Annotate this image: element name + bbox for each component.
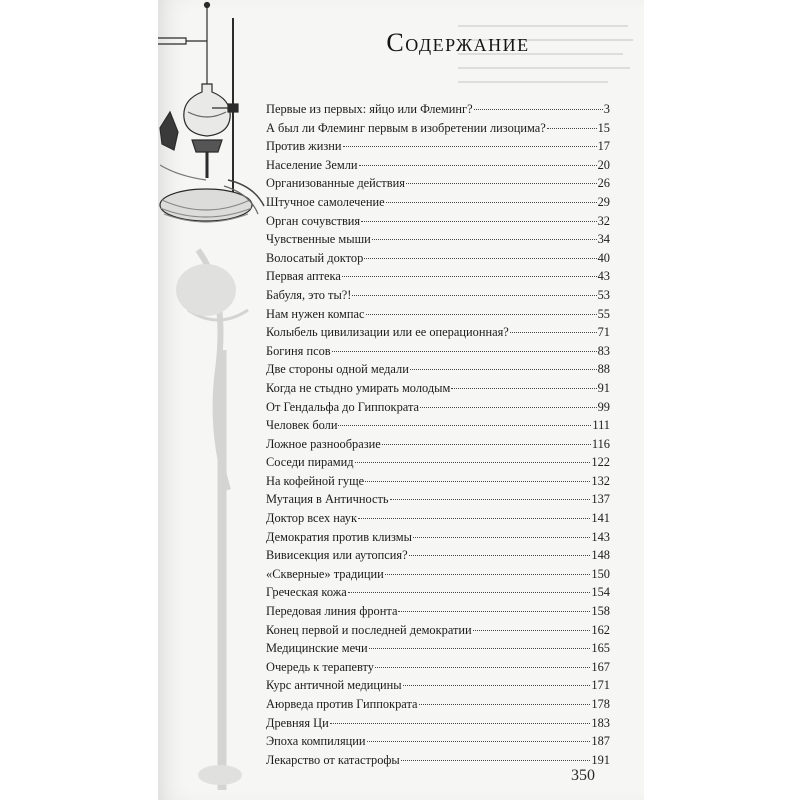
dot-leader	[367, 741, 591, 742]
dot-leader	[385, 574, 591, 575]
dot-leader	[358, 518, 590, 519]
toc-entry-page: 167	[591, 659, 610, 674]
toc-entry-title: Первые из первых: яйцо или Флеминг?	[266, 102, 473, 116]
toc-entry-page: 122	[591, 455, 610, 470]
toc-entry-title: Богиня псов	[266, 343, 331, 358]
dot-leader	[547, 128, 597, 129]
dot-leader	[451, 388, 596, 389]
toc-entry-title: Курс античной медицины	[266, 678, 402, 693]
toc-entry-page: 116	[591, 436, 610, 451]
toc-entry	[266, 398, 610, 417]
toc-entry-page: 17	[597, 139, 610, 154]
dot-leader	[382, 444, 591, 445]
toc-entry-page: 162	[591, 622, 610, 637]
toc-entry	[266, 453, 610, 472]
faded-apparatus-background	[158, 230, 278, 800]
toc-entry-title: На кофейной гуще	[266, 473, 365, 488]
dot-leader	[410, 369, 597, 370]
toc-entry-page: 53	[597, 287, 610, 302]
toc-entry	[266, 119, 610, 138]
toc-entry-page: 148	[591, 548, 610, 563]
toc-entry-title: Эпоха компиляции	[266, 734, 366, 749]
toc-entry-title: Соседи пирамид	[266, 455, 354, 470]
toc-entry	[266, 305, 610, 324]
toc-entry	[266, 583, 610, 602]
toc-entry-title: Передовая линия фронта	[266, 604, 398, 619]
book-page	[158, 0, 644, 800]
toc-entry-page: 91	[597, 380, 610, 395]
toc-entry	[266, 156, 610, 175]
toc-entry-title: «Скверные» традиции	[266, 566, 384, 581]
toc-entry-title: Аюрведа против Гиппократа	[266, 697, 418, 711]
toc-entry-title: От Гендальфа до Гиппократа	[266, 399, 420, 414]
toc-entry-title: Очередь к терапевту	[266, 659, 374, 674]
dot-leader	[338, 425, 591, 426]
dot-leader	[406, 183, 597, 184]
toc-entry-page: 32	[597, 213, 610, 228]
toc-entry-page: 83	[597, 343, 610, 358]
toc-entry	[266, 360, 610, 379]
page-title: Содержание	[386, 28, 530, 57]
toc-entry	[266, 212, 610, 231]
toc-entry	[266, 249, 610, 268]
dot-leader	[401, 760, 591, 761]
toc-entry	[266, 267, 610, 286]
toc-entry	[266, 435, 610, 454]
toc-entry-page: 99	[597, 399, 610, 414]
toc-entry-page: 183	[591, 715, 610, 730]
dot-leader	[355, 462, 591, 463]
toc-entry-page: 15	[597, 120, 610, 135]
toc-entry-title: Конец первой и последней демократии	[266, 622, 472, 637]
toc-entry-title: Медицинские мечи	[266, 641, 368, 656]
dot-leader	[413, 537, 590, 538]
toc-entry-title: Чувственные мыши	[266, 232, 371, 247]
toc-entry-title: Когда не стыдно умирать молодым	[266, 380, 451, 395]
dot-leader	[510, 332, 597, 333]
toc-entry-page: 137	[591, 492, 610, 507]
toc-entry-title: Ложное разнообразие	[266, 436, 381, 451]
toc-entry-title: Древняя Ци	[266, 715, 329, 730]
toc-entry	[266, 546, 610, 565]
dot-leader	[386, 202, 597, 203]
toc-entry-title: Первая аптека	[266, 269, 341, 284]
toc-entry-title: Колыбель цивилизации или ее операционная?	[266, 325, 509, 340]
toc-entry-title: Лекарство от катастрофы	[266, 752, 400, 767]
toc-entry-page: 154	[591, 585, 610, 600]
toc-entry	[266, 137, 610, 156]
table-of-contents	[266, 100, 610, 769]
toc-entry-title: Организованные действия	[266, 176, 405, 191]
toc-entry-page: 3	[603, 102, 610, 116]
toc-entry	[266, 342, 610, 361]
toc-entry-page: 158	[591, 604, 610, 619]
toc-entry	[266, 509, 610, 528]
dot-leader	[369, 648, 591, 649]
toc-entry-page: 29	[597, 194, 610, 209]
toc-entry	[266, 751, 610, 770]
dot-leader	[372, 239, 597, 240]
dot-leader	[342, 276, 597, 277]
toc-entry	[266, 639, 610, 658]
toc-entry-title: Две стороны одной медали	[266, 362, 409, 377]
dot-leader	[330, 723, 591, 724]
toc-entry	[266, 323, 610, 342]
toc-entry-page: 143	[591, 529, 610, 544]
dot-leader	[352, 295, 596, 296]
toc-entry-title: Бабуля, это ты?!	[266, 287, 352, 302]
dot-leader	[348, 592, 591, 593]
dot-leader	[365, 481, 590, 482]
laboratory-apparatus-illustration	[158, 0, 268, 240]
toc-entry-title: Вивисекция или аутопсия?	[266, 548, 408, 563]
toc-entry-page: 88	[597, 362, 610, 377]
dot-leader	[361, 221, 596, 222]
toc-entry-title: Мутация в Античность	[266, 492, 389, 507]
toc-entry	[266, 230, 610, 249]
toc-entry-title: Против жизни	[266, 139, 342, 154]
toc-entry-page: 111	[592, 418, 610, 433]
toc-entry-page: 26	[597, 176, 610, 191]
toc-entry-page: 71	[597, 325, 610, 340]
dot-leader	[390, 499, 591, 500]
toc-entry-page: 187	[591, 734, 610, 749]
toc-entry-page: 55	[597, 306, 610, 321]
dot-leader	[419, 704, 591, 705]
dot-leader	[398, 611, 590, 612]
toc-entry-title: Нам нужен компас	[266, 306, 365, 321]
dot-leader	[359, 165, 597, 166]
toc-entry-title: А был ли Флеминг первым в изобретении лизоцима?	[266, 120, 546, 135]
dot-leader	[375, 667, 590, 668]
toc-entry	[266, 174, 610, 193]
dot-leader	[420, 407, 597, 408]
toc-entry-page: 141	[591, 511, 610, 526]
dot-leader	[343, 146, 597, 147]
toc-entry-page: 165	[591, 641, 610, 656]
toc-entry-page: 191	[591, 752, 610, 767]
toc-entry	[266, 676, 610, 695]
toc-entry-page: 132	[591, 473, 610, 488]
toc-entry	[266, 379, 610, 398]
toc-entry-title: Демократия против клизмы	[266, 529, 412, 544]
toc-entry	[266, 658, 610, 677]
toc-entry	[266, 490, 610, 509]
toc-entry-page: 20	[597, 157, 610, 172]
toc-entry-page: 150	[591, 566, 610, 581]
toc-entry-title: Человек боли	[266, 418, 338, 433]
toc-entry-title: Орган сочувствия	[266, 213, 361, 228]
toc-entry-title: Греческая кожа	[266, 585, 347, 600]
toc-entry	[266, 565, 610, 584]
toc-entry	[266, 100, 610, 119]
dot-leader	[409, 555, 591, 556]
dot-leader	[332, 351, 597, 352]
toc-entry	[266, 714, 610, 733]
dot-leader	[366, 314, 597, 315]
toc-entry	[266, 472, 610, 491]
page-number: 350	[571, 767, 595, 784]
dot-leader	[474, 109, 603, 110]
toc-entry-title: Штучное самолечение	[266, 194, 385, 209]
dot-leader	[473, 630, 591, 631]
toc-entry	[266, 416, 610, 435]
toc-entry	[266, 732, 610, 751]
toc-entry-page: 43	[597, 269, 610, 284]
toc-entry	[266, 621, 610, 640]
dot-leader	[403, 685, 591, 686]
toc-entry-page: 178	[591, 697, 610, 711]
toc-entry	[266, 602, 610, 621]
toc-entry	[266, 193, 610, 212]
toc-entry-title: Волосатый доктор	[266, 250, 364, 265]
dot-leader	[364, 258, 596, 259]
toc-entry	[266, 695, 610, 714]
toc-entry-title: Доктор всех наук	[266, 511, 358, 526]
toc-entry-page: 171	[591, 678, 610, 693]
toc-entry-title: Население Земли	[266, 157, 358, 172]
toc-entry	[266, 528, 610, 547]
toc-entry	[266, 286, 610, 305]
toc-entry-page: 34	[597, 232, 610, 247]
toc-entry-page: 40	[597, 250, 610, 265]
